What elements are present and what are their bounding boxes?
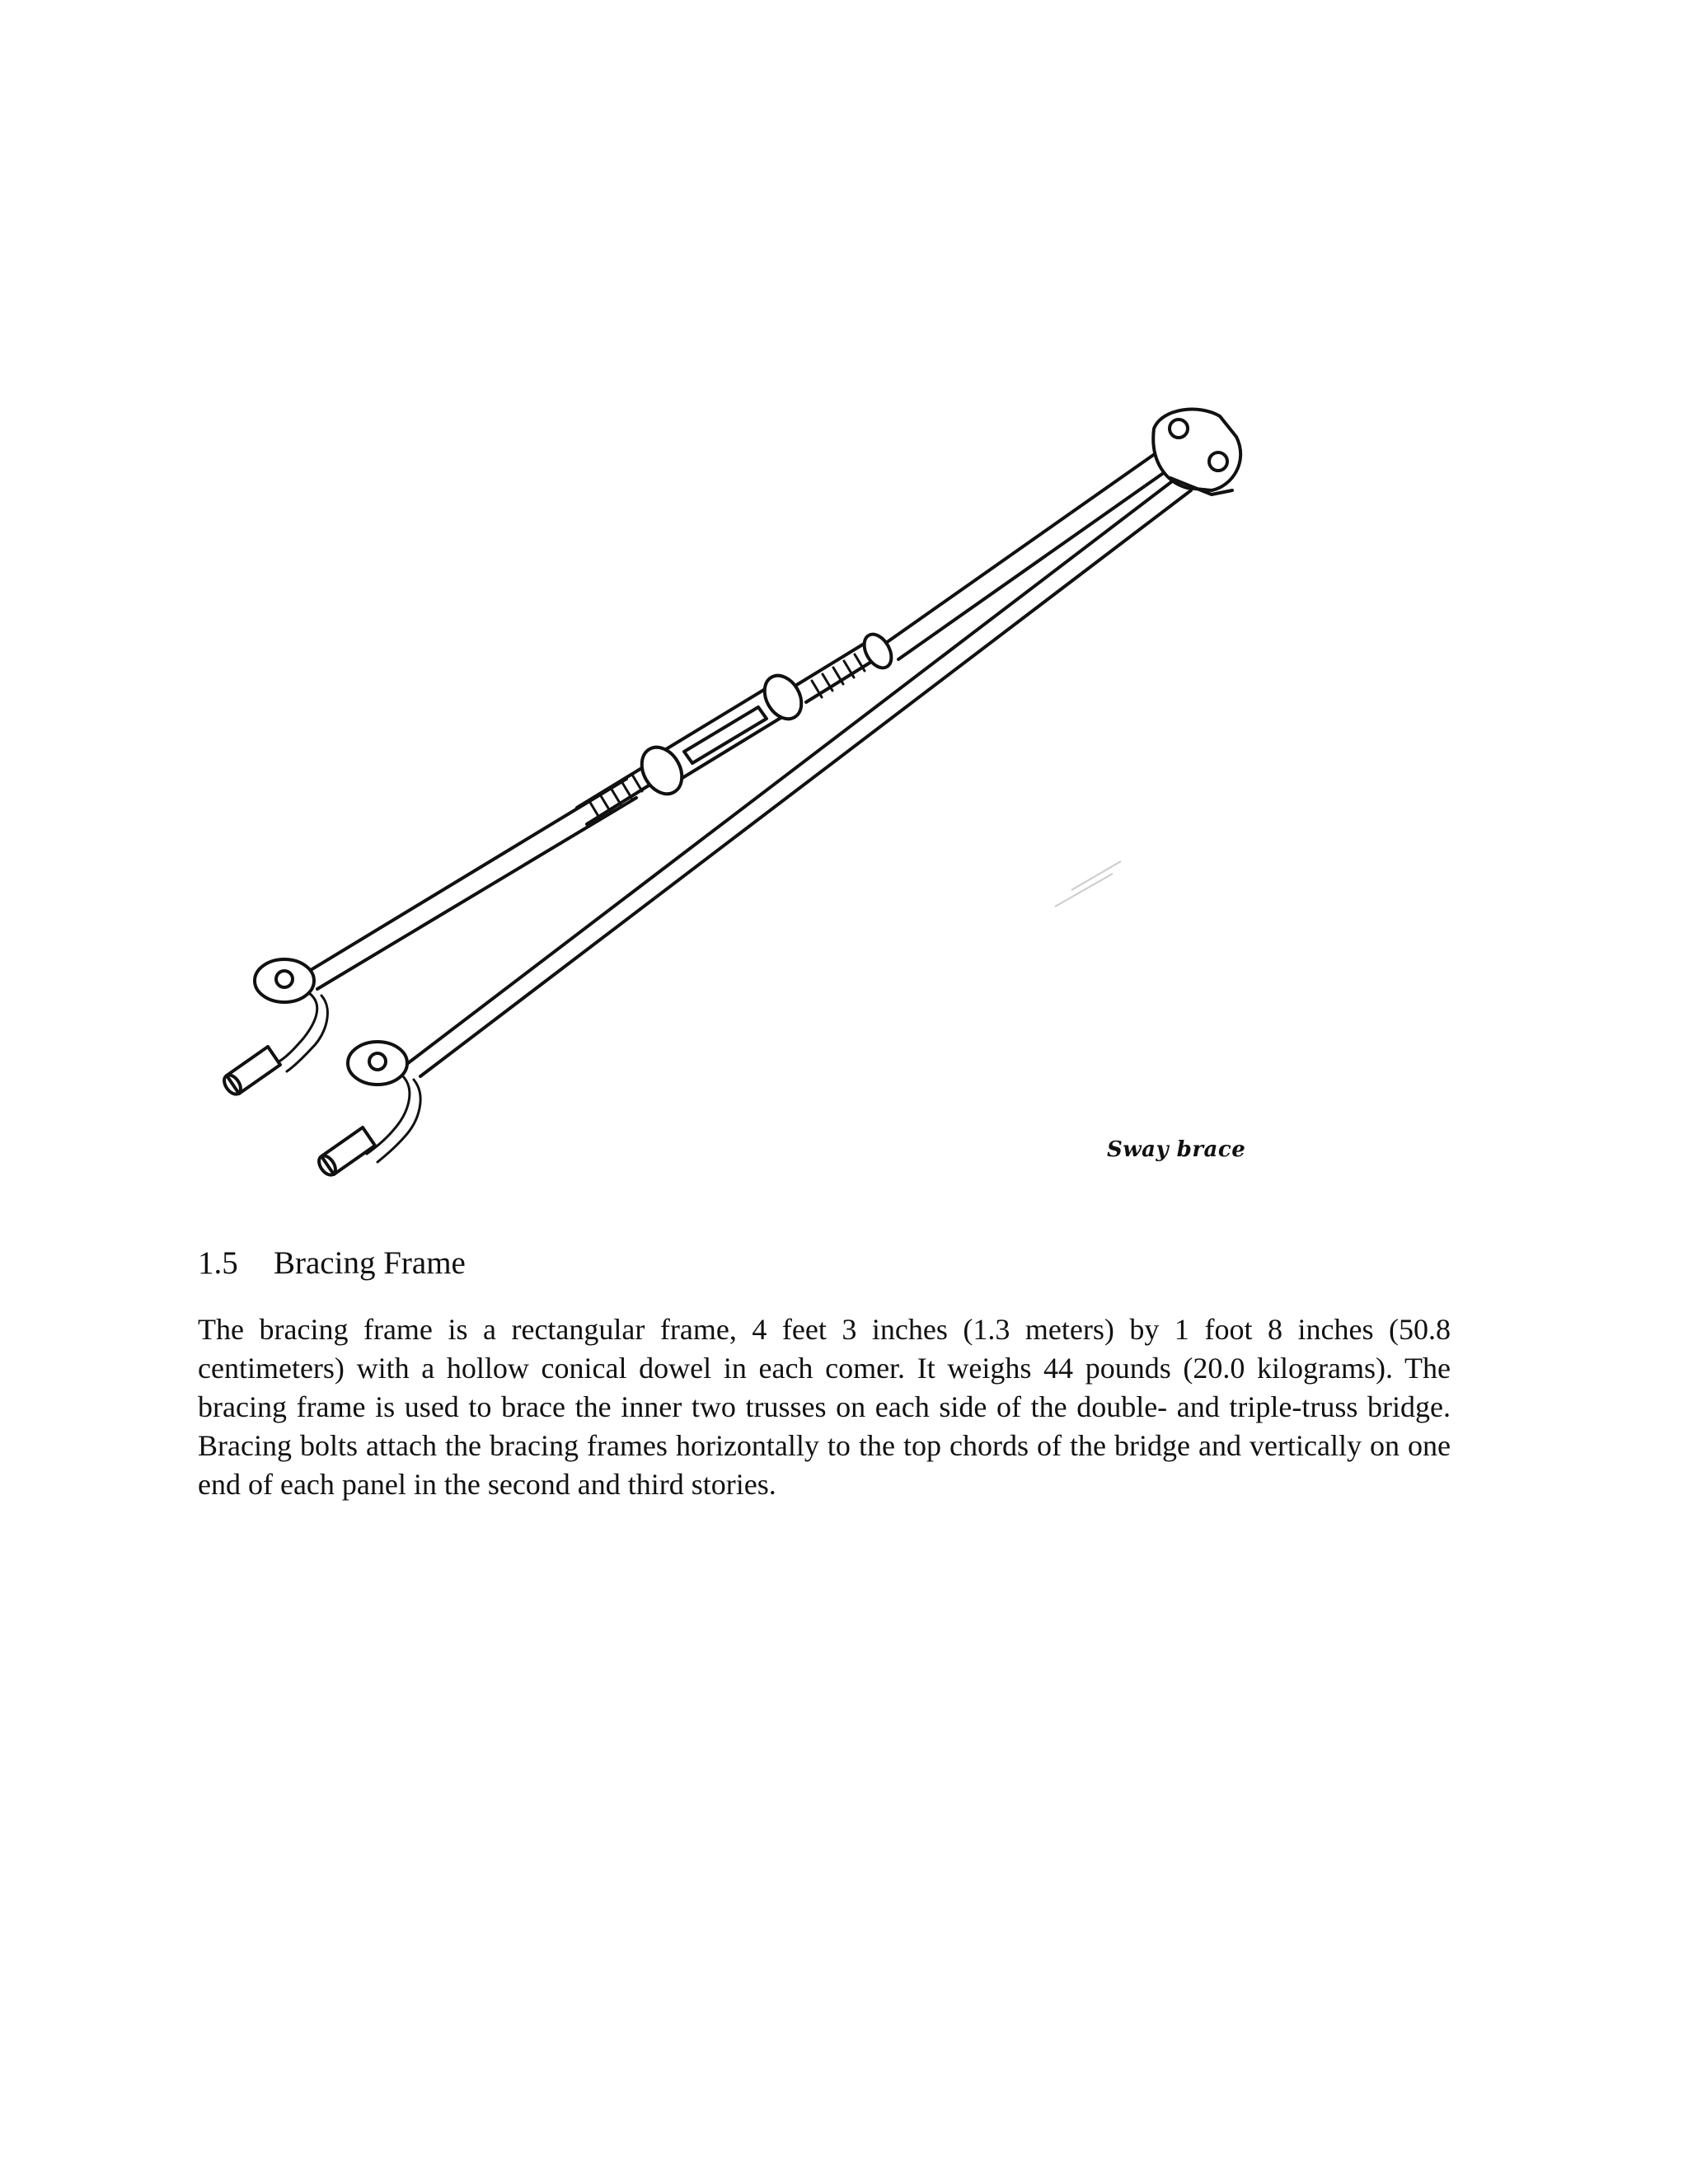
section-heading — [198, 1244, 466, 1282]
section-number: 1.5 — [198, 1245, 238, 1281]
section-title: Bracing Frame — [274, 1245, 466, 1281]
body-paragraph: The bracing frame is a rectangular frame, 4 feet 3 inches (1.3 meters) by 1 foot 8 inches (50.8 centimeters) with a hollow conical dowel in each comer. It weighs 44 pounds (20.0 kilograms). The bracing frame is used to brace the inner two trusses on each side of the double- and triple-truss bridge. Bracing bolts attach the bracing frames horizontally to the top chords of the bridge and vertically on one end of each panel in the second and third stories. — [198, 1313, 1451, 1501]
body-text — [198, 1310, 1451, 1504]
sway-brace-illustration-icon — [165, 313, 1401, 1220]
sway-brace-figure — [165, 313, 1401, 1220]
figure-caption: Sway brace — [1107, 1137, 1246, 1162]
